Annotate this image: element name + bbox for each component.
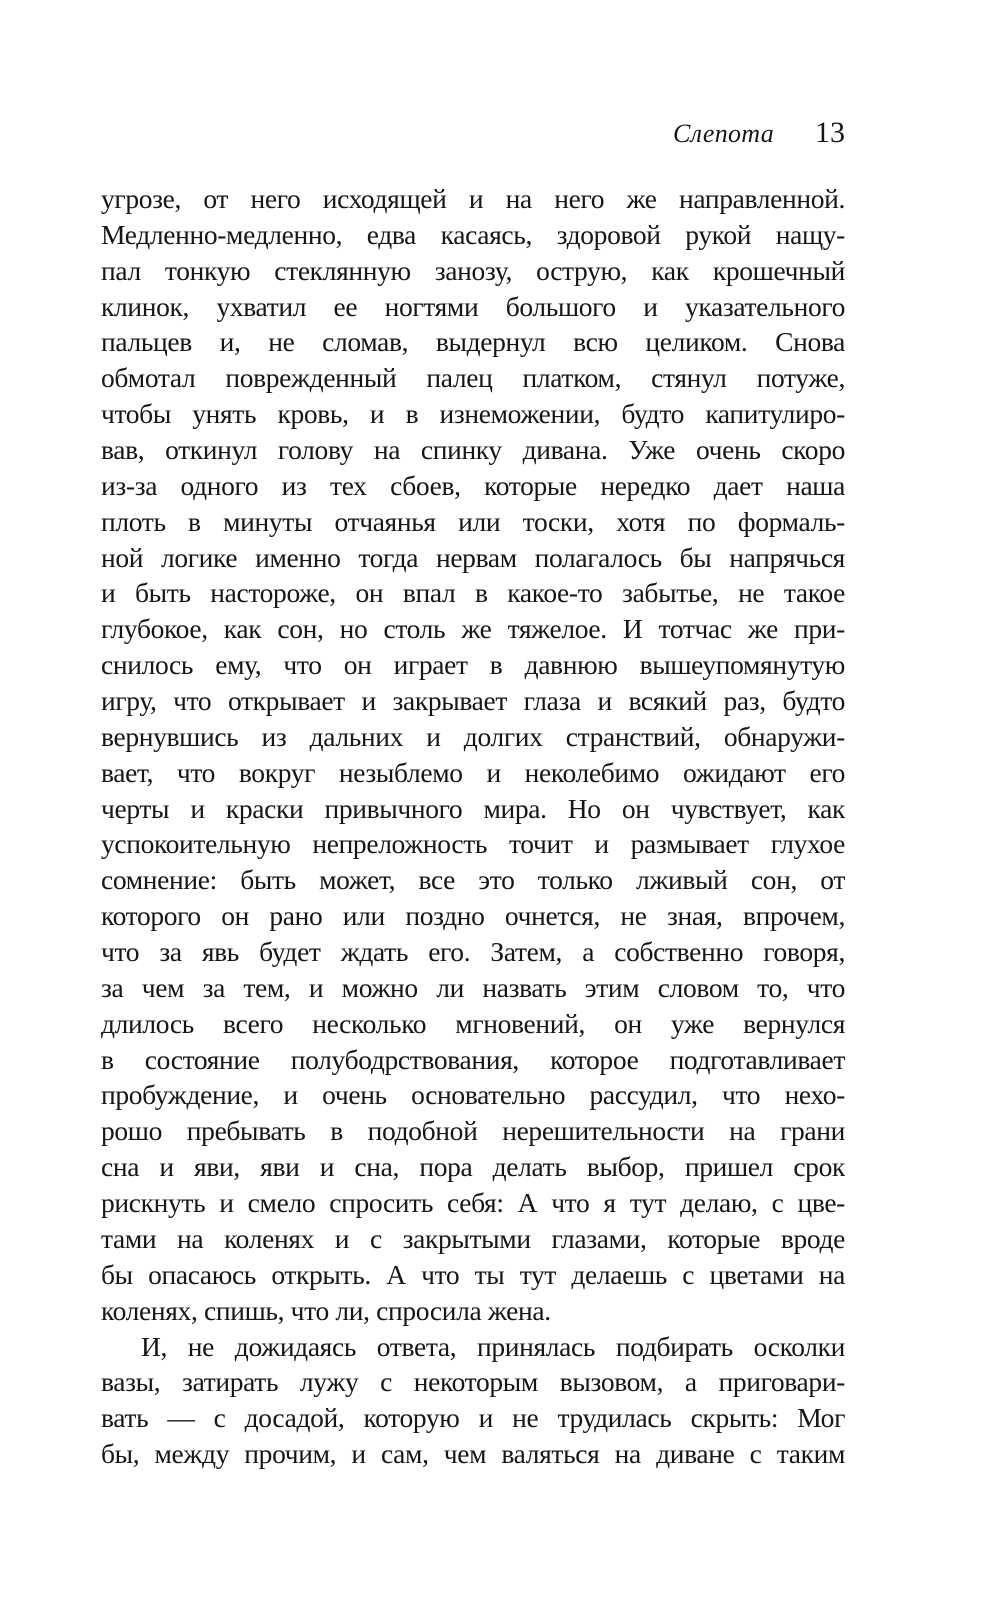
text-line: успокоительную непреложность точит и размывает глухое: [101, 828, 845, 860]
text-line: плоть в минуты отчаянья или тоски, хотя по формаль-: [101, 505, 845, 537]
text-line: ной логике именно тогда нервам полагалось бы напрячься: [101, 541, 845, 573]
text-line: чтобы унять кровь, и в изнеможении, будто капитулиро-: [101, 398, 845, 430]
text-line: игру, что открывает и закрывает глаза и всякий раз, будто: [101, 685, 845, 717]
running-title: Слепота: [672, 119, 774, 148]
text-line: вав, откинул голову на спинку дивана. Уже очень скоро: [101, 434, 845, 466]
text-line: вает, что вокруг незыблемо и неколебимо ожидают его: [101, 756, 845, 788]
text-line: черты и краски привычного мира. Но он чувствует, как: [101, 792, 845, 824]
text-line: угрозе, от него исходящей и на него же направленной.: [101, 183, 845, 214]
text-line: в состояние полубодрствования, которое подготавливает: [101, 1043, 845, 1075]
text-line: Медленно-медленно, едва касаясь, здоровой рукой нащу-: [101, 218, 845, 250]
text-line: длилось всего несколько мгновений, он уже вернулся: [101, 1007, 845, 1039]
text-line: коленях, спишь, что ли, спросила жена.: [101, 1294, 551, 1326]
text-line: рошо пребывать в подобной нерешительности на грани: [101, 1115, 845, 1147]
text-line: клинок, ухватил ее ногтями большого и указательного: [101, 290, 845, 322]
text-line: снилось ему, что он играет в давнюю вышеупомянутую: [101, 649, 845, 681]
text-line: обмотал поврежденный палец платком, стянул потуже,: [101, 362, 845, 394]
text-line: тами на коленях и с закрытыми глазами, которые вроде: [101, 1222, 845, 1254]
text-line: из-за одного из тех сбоев, которые нередко дает наша: [101, 469, 845, 501]
text-line: рискнуть и смело спросить себя: А что я тут делаю, с цве-: [101, 1187, 845, 1219]
text-line: вать — с досадой, которую и не трудилась скрыть: Мог: [101, 1402, 845, 1434]
text-line: и быть настороже, он впал в какое-то забытье, не такое: [101, 577, 845, 609]
running-header: [101, 118, 845, 148]
text-line: сомнение: быть может, все это только лживый сон, от: [101, 864, 845, 896]
text-line: вазы, затирать лужу с некоторым вызовом, а приговари-: [101, 1366, 845, 1398]
text-line: вернувшись из дальних и долгих странствий, обнаружи-: [101, 720, 845, 752]
text-block: [101, 181, 845, 1472]
text-line: пробуждение, и очень основательно рассудил, что нехо-: [101, 1079, 845, 1111]
text-line: И, не дожидаясь ответа, принялась подбирать осколки: [141, 1330, 845, 1362]
text-line: бы, между прочим, и сам, чем валяться на диване с таким: [101, 1438, 845, 1470]
text-line: бы опасаюсь открыть. А что ты тут делаешь с цветами на: [101, 1258, 845, 1290]
text-line: которого он рано или поздно очнется, не зная, впрочем,: [101, 900, 845, 932]
text-line: пал тонкую стеклянную занозу, острую, как крошечный: [101, 254, 845, 286]
text-line: пальцев и, не сломав, выдернул всю целиком. Снова: [101, 326, 845, 358]
text-line: что за явь будет ждать его. Затем, а собственно говоря,: [101, 936, 845, 968]
text-line: глубокое, как сон, но столь же тяжелое. И тотчас же при-: [101, 613, 845, 645]
text-line: за чем за тем, и можно ли назвать этим словом то, что: [101, 971, 845, 1003]
text-line: сна и яви, яви и сна, пора делать выбор, пришел срок: [101, 1151, 845, 1183]
page-number: 13: [815, 116, 845, 149]
